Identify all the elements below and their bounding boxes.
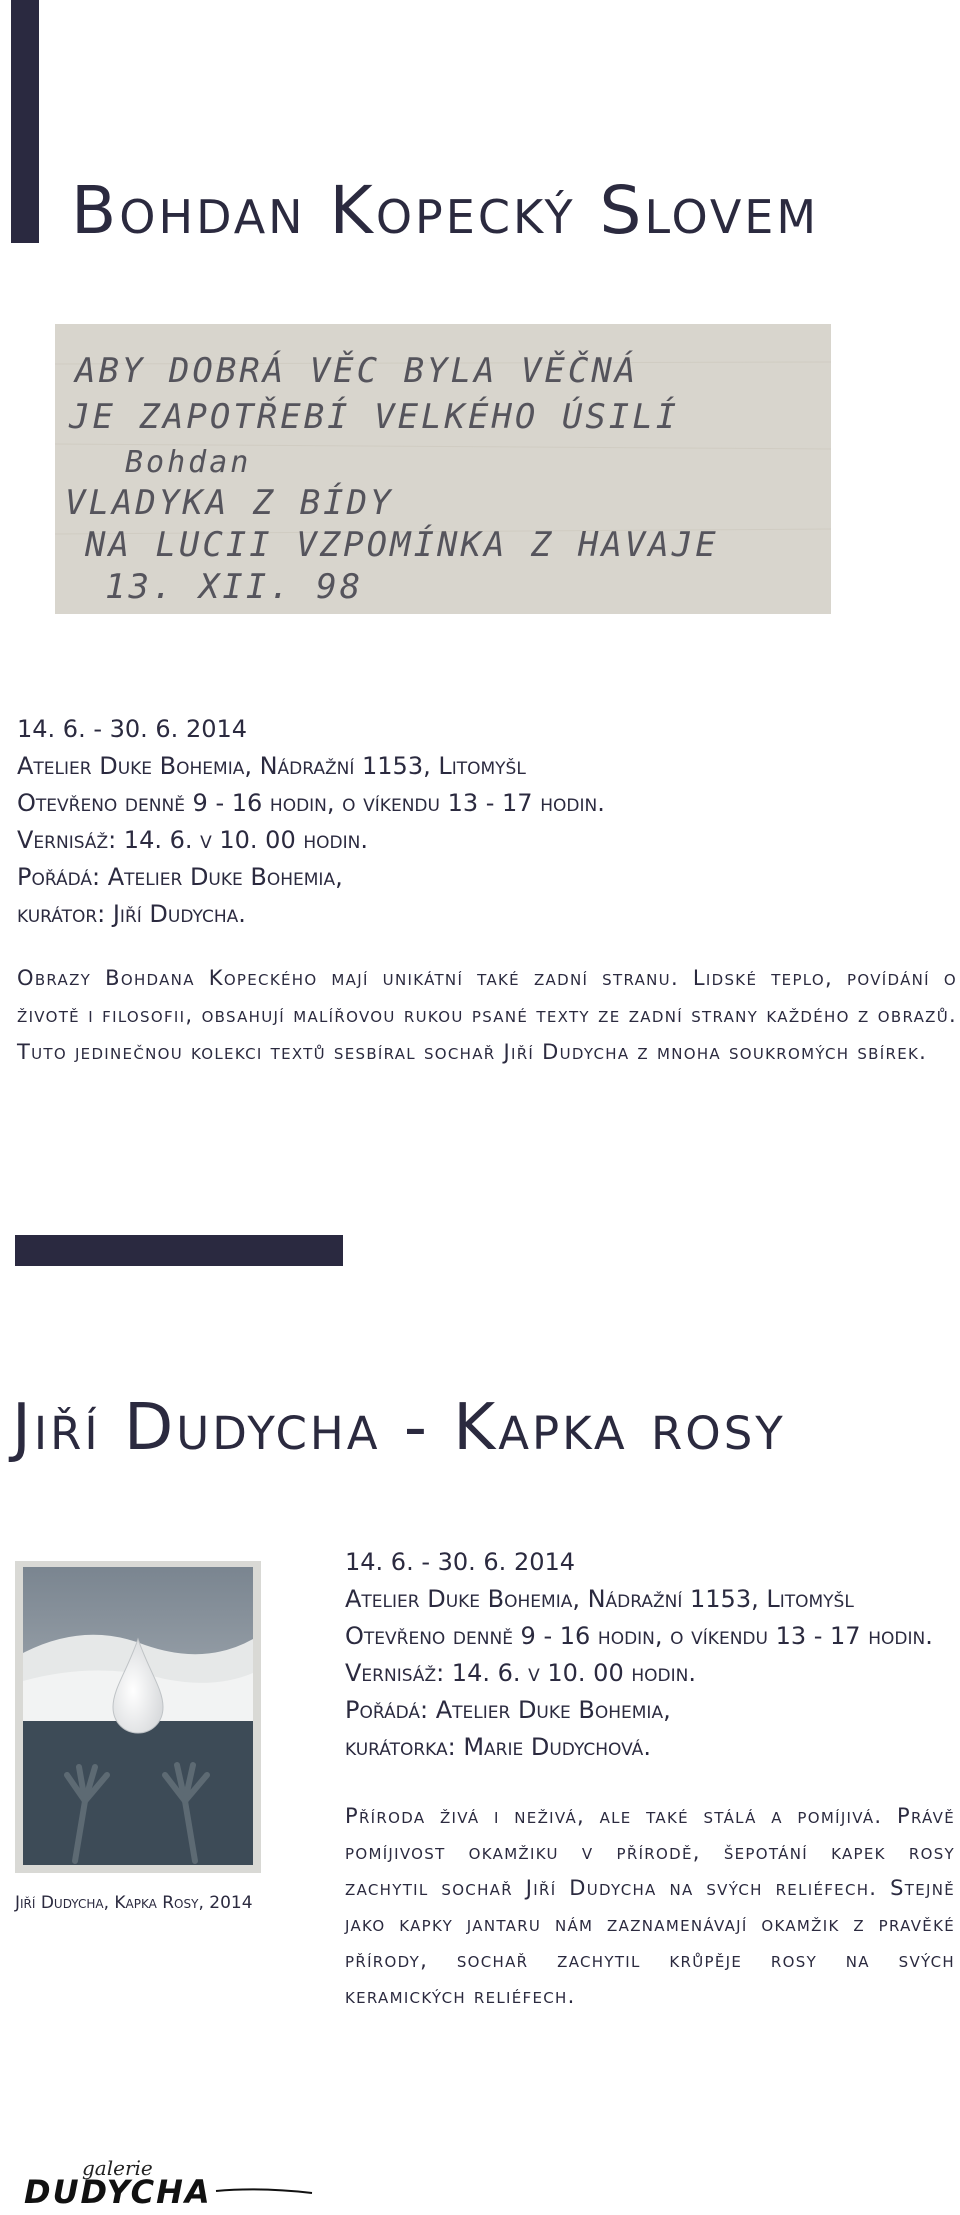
section-title: Bohdan Kopecký Slovem [71, 172, 820, 249]
manuscript-image [55, 324, 831, 614]
organizer: Pořádá: Atelier Duke Bohemia, [17, 863, 343, 891]
curator: kurátor: Jiří Dudycha. [17, 900, 246, 928]
decorative-bar [11, 0, 39, 243]
organizer: Pořádá: Atelier Duke Bohemia, [345, 1696, 671, 1724]
event-venue: Atelier Duke Bohemia, Nádražní 1153, Litomyšl [345, 1585, 854, 1613]
manuscript-line: ABY DOBRÁ VĚC BYLA VĚČNÁ [75, 351, 639, 391]
vernissage: Vernisáž: 14. 6. v 10. 00 hodin. [345, 1659, 696, 1687]
artwork-image [15, 1561, 261, 1873]
event-dates: 14. 6. - 30. 6. 2014 [345, 1548, 576, 1576]
event-info [17, 711, 737, 933]
curator: kurátorka: Marie Dudychová. [345, 1733, 651, 1761]
svg-text:DUDYCHA: DUDYCHA [24, 2173, 212, 2207]
manuscript-signature: Bohdan [125, 445, 252, 480]
vernissage: Vernisáž: 14. 6. v 10. 00 hodin. [17, 826, 368, 854]
event-info [345, 1544, 955, 1766]
svg-text:galerie: galerie [82, 2157, 153, 2180]
manuscript-line: JE ZAPOTŘEBÍ VELKÉHO ÚSILÍ [69, 397, 680, 437]
section-divider [15, 1235, 343, 1266]
event-dates: 14. 6. - 30. 6. 2014 [17, 715, 248, 743]
opening-hours: Otevřeno denně 9 - 16 hodin, o víkendu 13 - 17 hodin. [345, 1622, 933, 1650]
event-venue: Atelier Duke Bohemia, Nádražní 1153, Litomyšl [17, 752, 526, 780]
gallery-logo [20, 2157, 320, 2207]
manuscript-line: NA LUCII VZPOMÍNKA Z HAVAJE [85, 525, 719, 565]
description-paragraph: Příroda živá i neživá, ale také stálá a pomíjivá. Právě pomíjivost okamžiku v přírodě, šepotání kapek rosy zachytil sochař Jiří Dudycha na svých reliéfech. Stejně jako kapky jantaru nám zaznamenávají okamžik z pravěké přírody, sochař zachytil krůpěje rosy na svých keramických reliéfech. [345, 1804, 955, 2008]
manuscript-line: VLADYKA Z BÍDY [65, 483, 394, 523]
manuscript-line: 13. XII. 98 [105, 567, 364, 607]
image-caption: Jiří Dudycha, Kapka Rosy, 2014 [15, 1893, 253, 1913]
section-title: Jiří Dudycha - Kapka rosy [12, 1391, 786, 1465]
opening-hours: Otevřeno denně 9 - 16 hodin, o víkendu 13 - 17 hodin. [17, 789, 605, 817]
description-paragraph: Obrazy Bohdana Kopeckého mají unikátní také zadní stranu. Lidské teplo, povídání o životě i filosofii, obsahují malířovou rukou psané texty ze zadní strany každého z obrazů. Tuto jedinečnou kolekci textů sesbíral sochař Jiří Dudycha z mnoha soukromých sbírek. [17, 966, 957, 1064]
